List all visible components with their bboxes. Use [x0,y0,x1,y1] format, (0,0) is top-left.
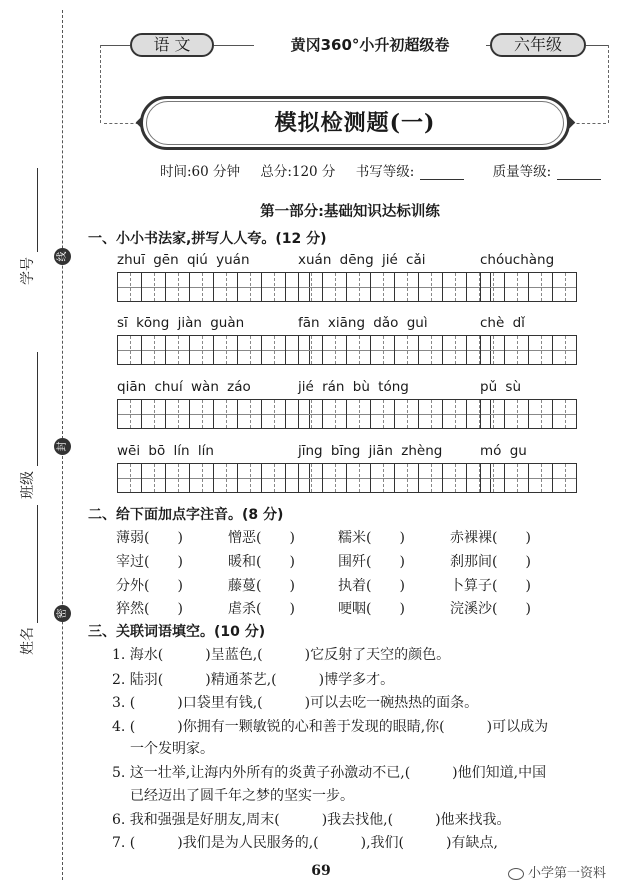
pinyin-text: zhuī gēn qiú yuán [117,252,250,268]
pinyin-text: sī kōng jiàn guàn [117,315,245,331]
character-box[interactable] [552,399,577,429]
character-box[interactable] [528,335,553,365]
pinyin-text: chóuchàng [480,252,555,268]
character-box[interactable] [504,399,529,429]
character-box[interactable] [418,272,443,302]
total-score: 总分:120 分 [260,164,336,180]
writing-boxes [117,272,309,302]
watermark [508,862,606,881]
pinyin-text: pǔ sù [480,379,522,395]
phonetic-word[interactable]: 分外( ) [116,578,183,594]
watermark-text: 小学第一资料 [528,866,607,881]
writing-boxes [117,399,309,429]
character-box[interactable] [394,272,419,302]
character-box[interactable] [504,272,529,302]
character-box[interactable] [504,335,529,365]
phonetic-word[interactable]: 卜算子( ) [450,578,531,594]
character-box[interactable] [189,335,214,365]
character-box[interactable] [237,272,262,302]
character-box[interactable] [298,335,323,365]
quality-grade-label: 质量等级: [492,164,552,180]
character-box[interactable] [298,272,323,302]
subject-pill: 语 文 [130,33,214,57]
character-box[interactable] [442,399,467,429]
character-box[interactable] [480,272,505,302]
character-box[interactable] [322,335,347,365]
wechat-icon [508,868,524,880]
character-box[interactable] [418,335,443,365]
phonetic-word[interactable]: 赤裸裸( ) [450,530,531,546]
phonetic-word[interactable]: 虐杀( ) [228,601,295,617]
header-rule-left [100,45,130,46]
writing-grade-blank[interactable] [420,168,464,180]
writing-boxes [298,272,490,302]
character-box[interactable] [322,399,347,429]
phonetic-word[interactable]: 刹那间( ) [450,554,531,570]
character-box[interactable] [141,463,166,493]
pinyin-text: chè dǐ [480,315,525,331]
character-box[interactable] [189,399,214,429]
writing-boxes [117,463,309,493]
character-box[interactable] [261,463,286,493]
character-box[interactable] [165,463,190,493]
pinyin-text: qiān chuí wàn záo [117,379,251,395]
character-box[interactable] [117,463,142,493]
seal-seal-mark: 封 [54,438,71,455]
character-box[interactable] [346,272,371,302]
writing-boxes [480,335,576,365]
character-box[interactable] [528,272,553,302]
phonetic-word[interactable]: 藤蔓( ) [228,578,295,594]
phonetic-word[interactable]: 哽咽( ) [338,601,405,617]
header-dashed-right [608,45,609,123]
character-box[interactable] [480,335,505,365]
writing-grade-label: 书写等级: [355,164,415,180]
character-box[interactable] [504,463,529,493]
header-dashed-left [100,45,101,123]
name-blank[interactable] [37,505,38,623]
character-box[interactable] [141,335,166,365]
seal-secret-mark: 密 [54,605,71,622]
character-box[interactable] [117,399,142,429]
writing-boxes [298,335,490,365]
character-box[interactable] [370,399,395,429]
writing-boxes [298,399,490,429]
character-box[interactable] [237,335,262,365]
conjunction-question: 5. 这一壮举,让海内外所有的炎黄子孙激动不已,( )他们知道,中国 [112,765,547,781]
grade-pill: 六年级 [490,33,586,57]
character-box[interactable] [165,399,190,429]
phonetic-word[interactable]: 暖和( ) [228,554,295,570]
writing-boxes [117,335,309,365]
character-box[interactable] [552,272,577,302]
writing-boxes [480,399,576,429]
character-box[interactable] [141,272,166,302]
character-box[interactable] [237,399,262,429]
conjunction-question-continued: 已经迈出了圆千年之梦的坚实一步。 [130,788,354,804]
writing-boxes [298,463,490,493]
section-two-heading: 二、给下面加点字注音。(8 分) [88,507,284,523]
pinyin-text: mó gu [480,443,527,459]
character-box[interactable] [213,463,238,493]
character-box[interactable] [213,399,238,429]
pinyin-text: jīng bīng jiān zhèng [298,443,443,459]
character-box[interactable] [346,335,371,365]
character-box[interactable] [528,399,553,429]
conjunction-question: 7. ( )我们是为人民服务的,( ),我们( )有缺点, [112,835,498,851]
conjunction-question: 2. 陆羽( )精通茶艺,( )博学多才。 [112,672,395,688]
exam-info [160,160,607,180]
name-label: 姓名 [20,627,36,655]
character-box[interactable] [418,399,443,429]
phonetic-word[interactable]: 围歼( ) [338,554,405,570]
writing-boxes [480,463,576,493]
character-box[interactable] [370,463,395,493]
student-id-label: 学号 [20,257,36,285]
character-box[interactable] [346,399,371,429]
conjunction-question: 3. ( )口袋里有钱,( )可以去吃一碗热热的面条。 [112,695,479,711]
page-number: 69 [311,863,331,879]
character-box[interactable] [298,463,323,493]
character-box[interactable] [370,335,395,365]
character-box[interactable] [528,463,553,493]
writing-boxes [480,272,576,302]
character-box[interactable] [552,463,577,493]
pinyin-text: fān xiāng dǎo guì [298,315,428,331]
phonetic-word[interactable]: 憎恶( ) [228,530,295,546]
character-box[interactable] [213,335,238,365]
character-box[interactable] [346,463,371,493]
pinyin-text: xuán dēng jié cǎi [298,252,426,268]
conjunction-question: 4. ( )你拥有一颗敏锐的心和善于发现的眼睛,你( )可以成为 [112,719,549,735]
character-box[interactable] [322,463,347,493]
phonetic-word[interactable]: 宰过( ) [116,554,183,570]
character-box[interactable] [298,399,323,429]
character-box[interactable] [189,272,214,302]
character-box[interactable] [370,272,395,302]
phonetic-word[interactable]: 执着( ) [338,578,405,594]
character-box[interactable] [480,463,505,493]
character-box[interactable] [322,272,347,302]
phonetic-word[interactable]: 猝然( ) [116,601,183,617]
class-label: 班级 [20,471,36,499]
phonetic-word[interactable]: 糯米( ) [338,530,405,546]
phonetic-word[interactable]: 浣溪沙( ) [450,601,531,617]
header-rule [214,45,254,46]
character-box[interactable] [165,272,190,302]
character-box[interactable] [552,335,577,365]
character-box[interactable] [442,272,467,302]
time-limit: 时间:60 分钟 [160,164,241,180]
quality-grade-blank[interactable] [557,168,601,180]
character-box[interactable] [394,399,419,429]
conjunction-question: 1. 海水( )呈蓝色,( )它反射了天空的颜色。 [112,647,451,663]
page-title: 模拟检测题(一) [274,110,436,136]
character-box[interactable] [117,335,142,365]
section-three-heading: 三、关联词语填空。(10 分) [88,624,266,640]
class-blank[interactable] [37,352,38,466]
pinyin-text: jié rán bù tóng [298,379,409,395]
character-box[interactable] [213,272,238,302]
character-box[interactable] [480,399,505,429]
phonetic-word[interactable]: 薄弱( ) [116,530,183,546]
character-box[interactable] [442,335,467,365]
character-box[interactable] [117,272,142,302]
character-box[interactable] [418,463,443,493]
part-one-title: 第一部分:基础知识达标训练 [260,204,440,220]
header-rule-right [586,45,608,46]
character-box[interactable] [261,335,286,365]
character-box[interactable] [261,272,286,302]
character-box[interactable] [165,335,190,365]
series-title: 黄冈360°小升初超级卷 [290,36,450,54]
character-box[interactable] [237,463,262,493]
character-box[interactable] [261,399,286,429]
seal-line-mark: 线 [54,248,71,265]
character-box[interactable] [189,463,214,493]
conjunction-question: 6. 我和强强是好朋友,周末( )我去找他,( )他来找我。 [112,812,511,828]
conjunction-question-continued: 一个发明家。 [130,741,214,757]
character-box[interactable] [394,335,419,365]
character-box[interactable] [394,463,419,493]
character-box[interactable] [442,463,467,493]
pinyin-text: wēi bō lín lín [117,443,214,459]
character-box[interactable] [141,399,166,429]
section-one-heading: 一、小小书法家,拼写人人夸。(12 分) [88,231,327,247]
